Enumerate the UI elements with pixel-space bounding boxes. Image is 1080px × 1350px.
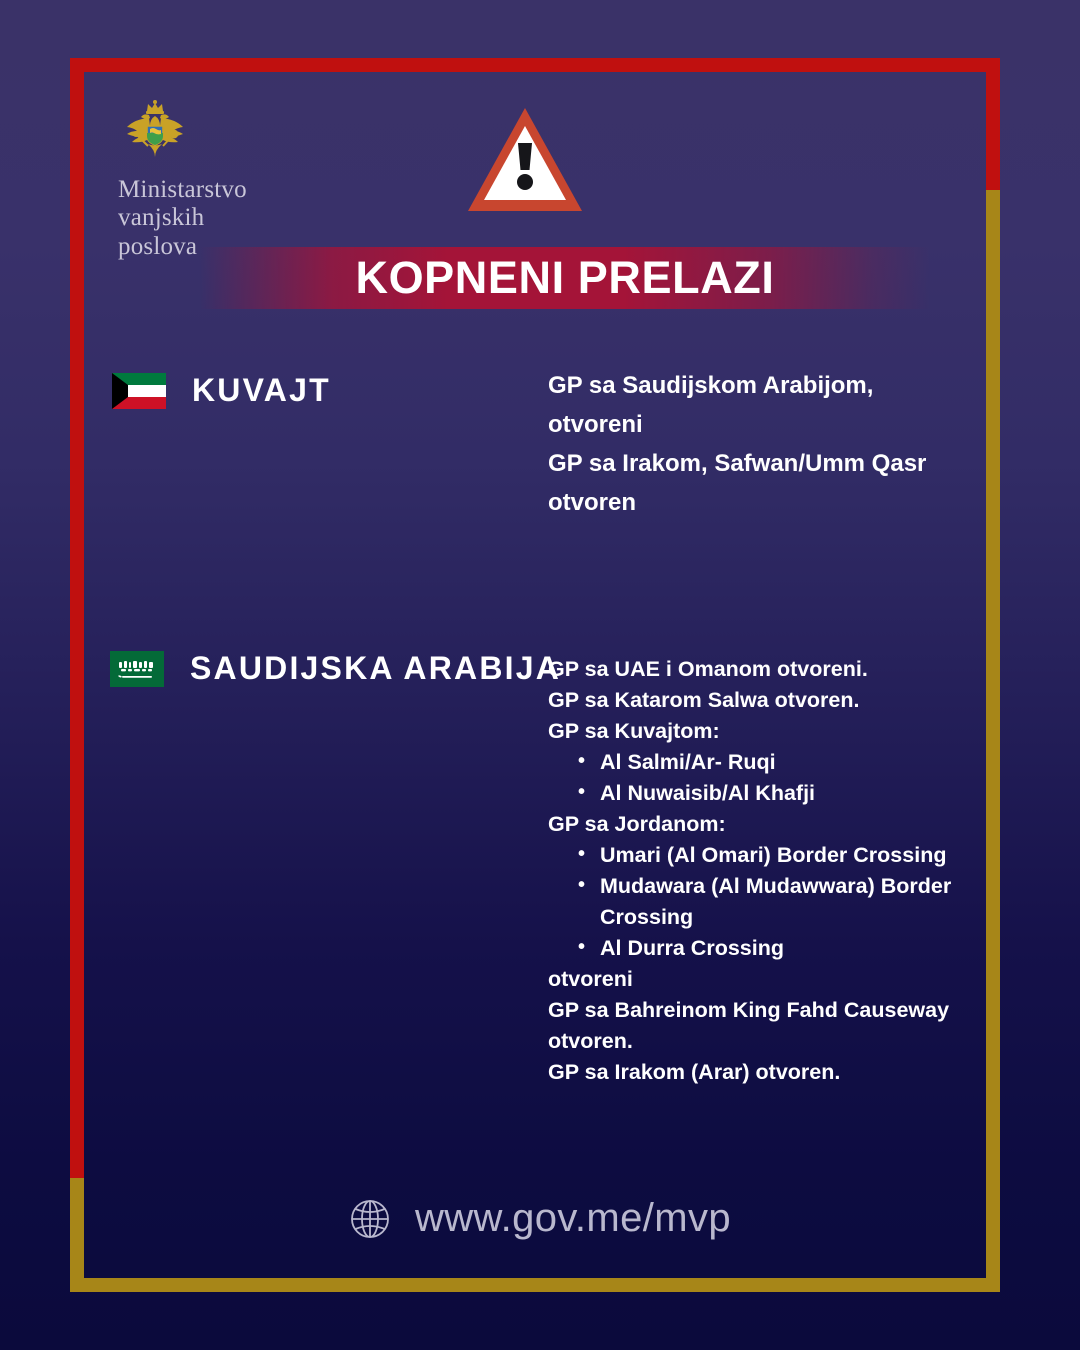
kuwait-crossings-list: [548, 747, 978, 809]
jordan-label: GP sa Jordanom:: [548, 812, 726, 836]
page-title: KOPNENI PRELAZI: [355, 252, 775, 303]
country-name-kuvajt: KUVAJT: [192, 372, 331, 408]
entry-body-saudijska-arabija: [548, 654, 978, 1088]
text-line: GP sa UAE i Omanom otvoreni.: [548, 657, 868, 681]
entry-header-saudijska-arabija: [110, 650, 561, 687]
list-item: • Mudawara (Al Mudawwara) Border Crossing: [578, 871, 978, 933]
jordan-crossings-list: [548, 840, 978, 964]
text-line: GP sa Saudijskom Arabijom,: [548, 372, 874, 399]
montenegro-coat-of-arms-icon: [118, 100, 192, 166]
frame-border-right-red: [986, 58, 1000, 190]
list-item: • Umari (Al Omari) Border Crossing: [578, 840, 978, 871]
ministry-name-line-1: Ministarstvo: [118, 176, 247, 203]
title-banner: [200, 247, 930, 309]
text-line: GP sa Irakom, Safwan/Umm Qasr: [548, 450, 927, 477]
text-line: otvoren: [548, 489, 637, 516]
text-line: GP sa Bahreinom King Fahd Causeway: [548, 998, 950, 1022]
entry-body-kuvajt: [548, 366, 978, 522]
footer-url[interactable]: www.gov.me/mvp: [414, 1196, 732, 1240]
globe-icon: [349, 1198, 391, 1240]
flag-saudi-arabia-icon: [110, 651, 164, 687]
text-line: otvoreni: [548, 411, 643, 438]
frame-border-bottom: [70, 1278, 1000, 1292]
text-line: GP sa Katarom Salwa otvoren.: [548, 688, 860, 712]
ministry-branding: [118, 100, 348, 261]
flag-kuwait-icon: [112, 373, 166, 409]
frame-border-right-gold: [986, 190, 1000, 1292]
list-item: • Al Salmi/Ar- Ruqi: [578, 747, 978, 778]
ministry-name-line-2: vanjskih: [118, 204, 205, 232]
footer: [0, 1196, 1080, 1241]
ministry-name-line-3: poslova: [118, 232, 198, 260]
text-line: otvoreni: [548, 967, 633, 991]
frame-border-left-red: [70, 58, 84, 1178]
list-item: • Al Durra Crossing: [578, 933, 978, 964]
country-name-saudijska-arabija: SAUDIJSKA ARABIJA: [190, 650, 562, 686]
frame-border-top: [70, 58, 1000, 72]
text-line: GP sa Irakom (Arar) otvoren.: [548, 1060, 841, 1084]
text-line: otvoren.: [548, 1029, 633, 1053]
warning-triangle-exclamation-icon: [465, 105, 585, 217]
list-item: • Al Nuwaisib/Al Khafji: [578, 778, 978, 809]
text-line: GP sa Kuvajtom:: [548, 719, 720, 743]
entry-header-kuvajt: [112, 372, 331, 409]
